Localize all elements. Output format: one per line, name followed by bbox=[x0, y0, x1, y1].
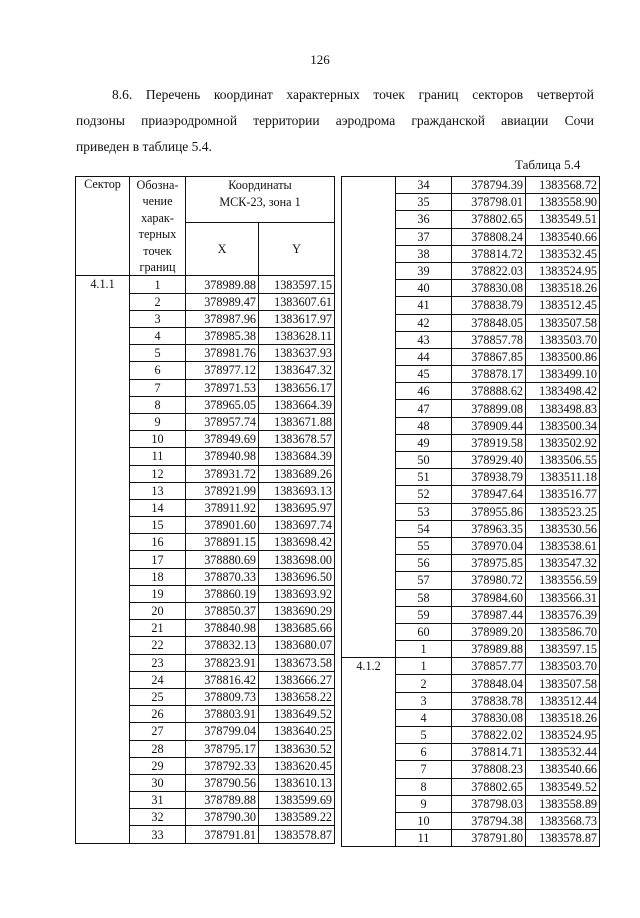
y-coordinate-cell: 1383693.13 bbox=[259, 482, 335, 499]
y-coordinate-cell: 1383617.97 bbox=[259, 310, 335, 327]
y-coordinate-cell: 1383693.92 bbox=[259, 585, 335, 602]
x-coordinate-cell: 378798.01 bbox=[452, 194, 526, 211]
y-coordinate-cell: 1383607.61 bbox=[259, 293, 335, 310]
x-coordinate-cell: 378878.17 bbox=[452, 366, 526, 383]
point-number-cell: 50 bbox=[396, 452, 452, 469]
y-coordinate-cell: 1383540.66 bbox=[526, 761, 600, 778]
y-coordinate-cell: 1383578.87 bbox=[259, 826, 335, 843]
y-coordinate-cell: 1383540.66 bbox=[526, 228, 600, 245]
x-coordinate-cell: 378794.38 bbox=[452, 812, 526, 829]
point-number-cell: 2 bbox=[396, 675, 452, 692]
point-number-cell: 5 bbox=[396, 727, 452, 744]
y-coordinate-cell: 1383698.00 bbox=[259, 551, 335, 568]
header-designation bbox=[130, 177, 186, 276]
y-coordinate-cell: 1383630.52 bbox=[259, 740, 335, 757]
point-number-cell: 23 bbox=[130, 654, 186, 671]
x-coordinate-cell: 378802.65 bbox=[452, 778, 526, 795]
point-number-cell: 51 bbox=[396, 469, 452, 486]
x-coordinate-cell: 378799.04 bbox=[186, 723, 259, 740]
x-coordinate-cell: 378989.88 bbox=[452, 641, 526, 658]
intro-line-3: приведен в таблице 5.4. bbox=[76, 139, 212, 154]
y-coordinate-cell: 1383671.88 bbox=[259, 413, 335, 430]
header-coordinates bbox=[186, 177, 335, 223]
x-coordinate-cell: 378790.56 bbox=[186, 774, 259, 791]
point-number-cell: 55 bbox=[396, 537, 452, 554]
x-coordinate-cell: 378814.72 bbox=[452, 245, 526, 262]
point-number-cell: 33 bbox=[130, 826, 186, 843]
point-number-cell: 36 bbox=[396, 211, 452, 228]
header-designation-line: харак- bbox=[141, 210, 174, 225]
header-designation-line: точек bbox=[143, 243, 172, 258]
point-number-cell: 45 bbox=[396, 366, 452, 383]
y-coordinate-cell: 1383649.52 bbox=[259, 706, 335, 723]
header-x: X bbox=[186, 223, 259, 276]
table-row bbox=[342, 177, 600, 194]
x-coordinate-cell: 378940.98 bbox=[186, 448, 259, 465]
y-coordinate-cell: 1383549.52 bbox=[526, 778, 600, 795]
x-coordinate-cell: 378965.05 bbox=[186, 396, 259, 413]
header-coords-line: МСК-23, зона 1 bbox=[219, 195, 301, 209]
point-number-cell: 8 bbox=[130, 396, 186, 413]
x-coordinate-cell: 378989.88 bbox=[186, 276, 259, 293]
point-number-cell: 20 bbox=[130, 603, 186, 620]
point-number-cell: 1 bbox=[396, 641, 452, 658]
x-coordinate-cell: 378981.76 bbox=[186, 345, 259, 362]
y-coordinate-cell: 1383518.26 bbox=[526, 280, 600, 297]
point-number-cell: 41 bbox=[396, 297, 452, 314]
point-number-cell: 25 bbox=[130, 688, 186, 705]
x-coordinate-cell: 378832.13 bbox=[186, 637, 259, 654]
point-number-cell: 4 bbox=[396, 709, 452, 726]
y-coordinate-cell: 1383589.22 bbox=[259, 809, 335, 826]
x-coordinate-cell: 378838.78 bbox=[452, 692, 526, 709]
point-number-cell: 11 bbox=[396, 830, 452, 847]
point-number-cell: 27 bbox=[130, 723, 186, 740]
x-coordinate-cell: 378888.62 bbox=[452, 383, 526, 400]
point-number-cell: 54 bbox=[396, 520, 452, 537]
y-coordinate-cell: 1383518.26 bbox=[526, 709, 600, 726]
header-designation-line: Обозна- bbox=[136, 178, 179, 192]
point-number-cell: 42 bbox=[396, 314, 452, 331]
sector-cell: 4.1.1 bbox=[76, 276, 130, 843]
coordinates-table-right bbox=[341, 176, 600, 847]
y-coordinate-cell: 1383658.22 bbox=[259, 688, 335, 705]
page-number: 126 bbox=[310, 52, 330, 67]
y-coordinate-cell: 1383695.97 bbox=[259, 499, 335, 516]
x-coordinate-cell: 378795.17 bbox=[186, 740, 259, 757]
x-coordinate-cell: 378792.33 bbox=[186, 757, 259, 774]
header-sector: Сектор bbox=[76, 177, 130, 276]
x-coordinate-cell: 378798.03 bbox=[452, 795, 526, 812]
y-coordinate-cell: 1383610.13 bbox=[259, 774, 335, 791]
point-number-cell: 39 bbox=[396, 262, 452, 279]
x-coordinate-cell: 378789.88 bbox=[186, 792, 259, 809]
point-number-cell: 46 bbox=[396, 383, 452, 400]
point-number-cell: 31 bbox=[130, 792, 186, 809]
point-number-cell: 57 bbox=[396, 572, 452, 589]
point-number-cell: 44 bbox=[396, 348, 452, 365]
x-coordinate-cell: 378816.42 bbox=[186, 671, 259, 688]
y-coordinate-cell: 1383697.74 bbox=[259, 517, 335, 534]
x-coordinate-cell: 378808.23 bbox=[452, 761, 526, 778]
y-coordinate-cell: 1383656.17 bbox=[259, 379, 335, 396]
y-coordinate-cell: 1383499.10 bbox=[526, 366, 600, 383]
point-number-cell: 8 bbox=[396, 778, 452, 795]
header-y: Y bbox=[259, 223, 335, 276]
y-coordinate-cell: 1383568.72 bbox=[526, 177, 600, 194]
point-number-cell: 26 bbox=[130, 706, 186, 723]
y-coordinate-cell: 1383547.32 bbox=[526, 555, 600, 572]
point-number-cell: 18 bbox=[130, 568, 186, 585]
point-number-cell: 3 bbox=[130, 310, 186, 327]
y-coordinate-cell: 1383597.15 bbox=[259, 276, 335, 293]
x-coordinate-cell: 378949.69 bbox=[186, 431, 259, 448]
y-coordinate-cell: 1383647.32 bbox=[259, 362, 335, 379]
header-coords-line: Координаты bbox=[228, 178, 292, 192]
x-coordinate-cell: 378791.81 bbox=[186, 826, 259, 843]
y-coordinate-cell: 1383597.15 bbox=[526, 641, 600, 658]
intro-paragraph bbox=[76, 82, 594, 160]
point-number-cell: 28 bbox=[130, 740, 186, 757]
x-coordinate-cell: 378814.71 bbox=[452, 744, 526, 761]
table-caption: Таблица 5.4 bbox=[515, 157, 581, 172]
point-number-cell: 16 bbox=[130, 534, 186, 551]
point-number-cell: 14 bbox=[130, 499, 186, 516]
x-coordinate-cell: 378790.30 bbox=[186, 809, 259, 826]
x-coordinate-cell: 378822.03 bbox=[452, 262, 526, 279]
y-coordinate-cell: 1383696.50 bbox=[259, 568, 335, 585]
y-coordinate-cell: 1383698.42 bbox=[259, 534, 335, 551]
point-number-cell: 4 bbox=[130, 328, 186, 345]
point-number-cell: 43 bbox=[396, 331, 452, 348]
point-number-cell: 29 bbox=[130, 757, 186, 774]
point-number-cell: 47 bbox=[396, 400, 452, 417]
point-number-cell: 58 bbox=[396, 589, 452, 606]
x-coordinate-cell: 378989.47 bbox=[186, 293, 259, 310]
y-coordinate-cell: 1383566.31 bbox=[526, 589, 600, 606]
point-number-cell: 3 bbox=[396, 692, 452, 709]
y-coordinate-cell: 1383538.61 bbox=[526, 537, 600, 554]
y-coordinate-cell: 1383532.45 bbox=[526, 245, 600, 262]
y-coordinate-cell: 1383500.86 bbox=[526, 348, 600, 365]
x-coordinate-cell: 378919.58 bbox=[452, 434, 526, 451]
header-designation-line: чение bbox=[142, 194, 173, 209]
point-number-cell: 6 bbox=[396, 744, 452, 761]
coordinates-table-left bbox=[75, 176, 335, 844]
y-coordinate-cell: 1383576.39 bbox=[526, 606, 600, 623]
x-coordinate-cell: 378957.74 bbox=[186, 413, 259, 430]
y-coordinate-cell: 1383637.93 bbox=[259, 345, 335, 362]
y-coordinate-cell: 1383498.42 bbox=[526, 383, 600, 400]
x-coordinate-cell: 378808.24 bbox=[452, 228, 526, 245]
point-number-cell: 52 bbox=[396, 486, 452, 503]
y-coordinate-cell: 1383666.27 bbox=[259, 671, 335, 688]
x-coordinate-cell: 378809.73 bbox=[186, 688, 259, 705]
x-coordinate-cell: 378921.99 bbox=[186, 482, 259, 499]
y-coordinate-cell: 1383678.57 bbox=[259, 431, 335, 448]
point-number-cell: 40 bbox=[396, 280, 452, 297]
y-coordinate-cell: 1383498.83 bbox=[526, 400, 600, 417]
x-coordinate-cell: 378848.05 bbox=[452, 314, 526, 331]
y-coordinate-cell: 1383503.70 bbox=[526, 331, 600, 348]
point-number-cell: 1 bbox=[130, 276, 186, 293]
x-coordinate-cell: 378963.35 bbox=[452, 520, 526, 537]
x-coordinate-cell: 378823.91 bbox=[186, 654, 259, 671]
point-number-cell: 34 bbox=[396, 177, 452, 194]
x-coordinate-cell: 378848.04 bbox=[452, 675, 526, 692]
y-coordinate-cell: 1383532.44 bbox=[526, 744, 600, 761]
point-number-cell: 10 bbox=[396, 812, 452, 829]
x-coordinate-cell: 378984.60 bbox=[452, 589, 526, 606]
table-row bbox=[342, 658, 600, 675]
point-number-cell: 24 bbox=[130, 671, 186, 688]
point-number-cell: 53 bbox=[396, 503, 452, 520]
y-coordinate-cell: 1383664.39 bbox=[259, 396, 335, 413]
point-number-cell: 17 bbox=[130, 551, 186, 568]
y-coordinate-cell: 1383507.58 bbox=[526, 314, 600, 331]
y-coordinate-cell: 1383506.55 bbox=[526, 452, 600, 469]
x-coordinate-cell: 378891.15 bbox=[186, 534, 259, 551]
x-coordinate-cell: 378980.72 bbox=[452, 572, 526, 589]
point-number-cell: 13 bbox=[130, 482, 186, 499]
x-coordinate-cell: 378947.64 bbox=[452, 486, 526, 503]
point-number-cell: 32 bbox=[130, 809, 186, 826]
y-coordinate-cell: 1383500.34 bbox=[526, 417, 600, 434]
x-coordinate-cell: 378929.40 bbox=[452, 452, 526, 469]
x-coordinate-cell: 378931.72 bbox=[186, 465, 259, 482]
y-coordinate-cell: 1383599.69 bbox=[259, 792, 335, 809]
point-number-cell: 9 bbox=[396, 795, 452, 812]
x-coordinate-cell: 378791.80 bbox=[452, 830, 526, 847]
x-coordinate-cell: 378867.85 bbox=[452, 348, 526, 365]
x-coordinate-cell: 378899.08 bbox=[452, 400, 526, 417]
x-coordinate-cell: 378857.78 bbox=[452, 331, 526, 348]
point-number-cell: 15 bbox=[130, 517, 186, 534]
y-coordinate-cell: 1383680.07 bbox=[259, 637, 335, 654]
y-coordinate-cell: 1383524.95 bbox=[526, 727, 600, 744]
x-coordinate-cell: 378880.69 bbox=[186, 551, 259, 568]
y-coordinate-cell: 1383530.56 bbox=[526, 520, 600, 537]
y-coordinate-cell: 1383586.70 bbox=[526, 623, 600, 640]
y-coordinate-cell: 1383578.87 bbox=[526, 830, 600, 847]
y-coordinate-cell: 1383502.92 bbox=[526, 434, 600, 451]
point-number-cell: 60 bbox=[396, 623, 452, 640]
y-coordinate-cell: 1383690.29 bbox=[259, 603, 335, 620]
point-number-cell: 10 bbox=[130, 431, 186, 448]
y-coordinate-cell: 1383511.18 bbox=[526, 469, 600, 486]
point-number-cell: 37 bbox=[396, 228, 452, 245]
point-number-cell: 7 bbox=[130, 379, 186, 396]
point-number-cell: 7 bbox=[396, 761, 452, 778]
x-coordinate-cell: 378909.44 bbox=[452, 417, 526, 434]
y-coordinate-cell: 1383516.77 bbox=[526, 486, 600, 503]
y-coordinate-cell: 1383673.58 bbox=[259, 654, 335, 671]
x-coordinate-cell: 378822.02 bbox=[452, 727, 526, 744]
point-number-cell: 2 bbox=[130, 293, 186, 310]
x-coordinate-cell: 378840.98 bbox=[186, 620, 259, 637]
y-coordinate-cell: 1383620.45 bbox=[259, 757, 335, 774]
point-number-cell: 56 bbox=[396, 555, 452, 572]
y-coordinate-cell: 1383523.25 bbox=[526, 503, 600, 520]
point-number-cell: 22 bbox=[130, 637, 186, 654]
x-coordinate-cell: 378794.39 bbox=[452, 177, 526, 194]
y-coordinate-cell: 1383524.95 bbox=[526, 262, 600, 279]
point-number-cell: 38 bbox=[396, 245, 452, 262]
x-coordinate-cell: 378970.04 bbox=[452, 537, 526, 554]
x-coordinate-cell: 378803.91 bbox=[186, 706, 259, 723]
x-coordinate-cell: 378838.79 bbox=[452, 297, 526, 314]
y-coordinate-cell: 1383512.45 bbox=[526, 297, 600, 314]
sector-cell: 4.1.2 bbox=[342, 658, 396, 847]
x-coordinate-cell: 378985.38 bbox=[186, 328, 259, 345]
point-number-cell: 48 bbox=[396, 417, 452, 434]
x-coordinate-cell: 378901.60 bbox=[186, 517, 259, 534]
y-coordinate-cell: 1383568.73 bbox=[526, 812, 600, 829]
x-coordinate-cell: 378987.96 bbox=[186, 310, 259, 327]
header-designation-line: терных bbox=[138, 227, 177, 242]
point-number-cell: 5 bbox=[130, 345, 186, 362]
y-coordinate-cell: 1383689.26 bbox=[259, 465, 335, 482]
y-coordinate-cell: 1383556.59 bbox=[526, 572, 600, 589]
x-coordinate-cell: 378977.12 bbox=[186, 362, 259, 379]
point-number-cell: 6 bbox=[130, 362, 186, 379]
intro-line-1: 8.6. Перечень координат характерных точек границ секторов четвертой bbox=[112, 87, 594, 102]
x-coordinate-cell: 378975.85 bbox=[452, 555, 526, 572]
x-coordinate-cell: 378938.79 bbox=[452, 469, 526, 486]
x-coordinate-cell: 378850.37 bbox=[186, 603, 259, 620]
point-number-cell: 21 bbox=[130, 620, 186, 637]
point-number-cell: 49 bbox=[396, 434, 452, 451]
y-coordinate-cell: 1383507.58 bbox=[526, 675, 600, 692]
x-coordinate-cell: 378830.08 bbox=[452, 709, 526, 726]
x-coordinate-cell: 378989.20 bbox=[452, 623, 526, 640]
y-coordinate-cell: 1383628.11 bbox=[259, 328, 335, 345]
y-coordinate-cell: 1383558.89 bbox=[526, 795, 600, 812]
table-row bbox=[76, 276, 335, 293]
y-coordinate-cell: 1383558.90 bbox=[526, 194, 600, 211]
y-coordinate-cell: 1383503.70 bbox=[526, 658, 600, 675]
point-number-cell: 1 bbox=[396, 658, 452, 675]
y-coordinate-cell: 1383549.51 bbox=[526, 211, 600, 228]
point-number-cell: 9 bbox=[130, 413, 186, 430]
point-number-cell: 35 bbox=[396, 194, 452, 211]
header-designation-line: границ bbox=[139, 260, 176, 275]
x-coordinate-cell: 378955.86 bbox=[452, 503, 526, 520]
point-number-cell: 19 bbox=[130, 585, 186, 602]
point-number-cell: 30 bbox=[130, 774, 186, 791]
intro-line-2: подзоны приаэродромной территории аэродрома гражданской авиации Сочи bbox=[76, 113, 594, 128]
sector-cell bbox=[342, 177, 396, 658]
point-number-cell: 59 bbox=[396, 606, 452, 623]
x-coordinate-cell: 378857.77 bbox=[452, 658, 526, 675]
x-coordinate-cell: 378971.53 bbox=[186, 379, 259, 396]
y-coordinate-cell: 1383685.66 bbox=[259, 620, 335, 637]
y-coordinate-cell: 1383640.25 bbox=[259, 723, 335, 740]
point-number-cell: 12 bbox=[130, 465, 186, 482]
x-coordinate-cell: 378987.44 bbox=[452, 606, 526, 623]
point-number-cell: 11 bbox=[130, 448, 186, 465]
x-coordinate-cell: 378870.33 bbox=[186, 568, 259, 585]
x-coordinate-cell: 378911.92 bbox=[186, 499, 259, 516]
y-coordinate-cell: 1383512.44 bbox=[526, 692, 600, 709]
x-coordinate-cell: 378830.08 bbox=[452, 280, 526, 297]
x-coordinate-cell: 378860.19 bbox=[186, 585, 259, 602]
x-coordinate-cell: 378802.65 bbox=[452, 211, 526, 228]
y-coordinate-cell: 1383684.39 bbox=[259, 448, 335, 465]
